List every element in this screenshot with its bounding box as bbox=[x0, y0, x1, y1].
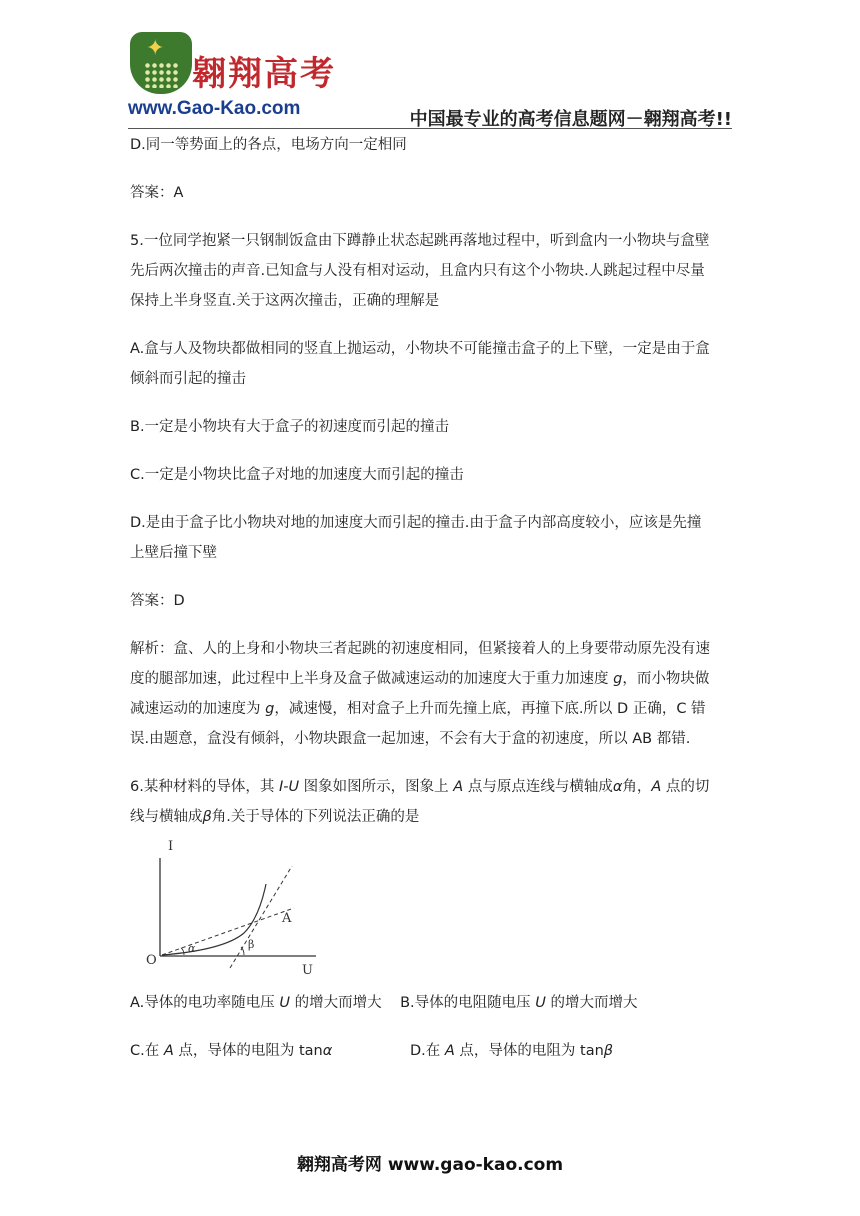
q6-stem-line2b: 角.关于导体的下列说法正确的是 bbox=[211, 809, 420, 825]
q6-stem-a2: A bbox=[651, 779, 662, 795]
q6-option-b-text: 的增大而增大 bbox=[545, 995, 638, 1011]
q6-option-a-text: 的增大而增大 bbox=[290, 995, 382, 1011]
q5-option-d-line1: D.是由于盒子比小物块对地的加速度大而引起的撞击.由于盒子内部高度较小，应该是先撞 bbox=[130, 515, 702, 531]
q6-option-a bbox=[130, 995, 382, 1011]
q5-analysis-line4: 误.由题意，盒没有倾斜，小物块跟盒一起加速，不会有大于盒的初速度，所以 AB 都错. bbox=[130, 731, 691, 747]
q5-option-b: B.一定是小物块有大于盒子的初速度而引起的撞击 bbox=[130, 419, 450, 435]
document-body bbox=[130, 130, 730, 1084]
alpha-label: α bbox=[188, 942, 196, 955]
page-footer: 翱翔高考网 www.gao-kao.com bbox=[296, 1155, 564, 1175]
axis-i-label: I bbox=[168, 839, 174, 854]
q6-option-d-text: 点，导体的电阻为 tan bbox=[454, 1043, 604, 1059]
header-divider bbox=[128, 128, 732, 129]
q6-option-c-text: C.在 bbox=[130, 1043, 164, 1059]
q6-option-d-a: A bbox=[444, 1043, 455, 1059]
bird-icon: ✦ bbox=[146, 36, 165, 61]
q6-option-b bbox=[400, 995, 637, 1011]
q6-option-a-text: A.导体的电功率随电压 bbox=[130, 995, 280, 1011]
q5-option-d bbox=[130, 508, 730, 568]
page-header bbox=[128, 32, 732, 128]
q5-analysis-g1: g bbox=[613, 671, 623, 687]
q4-option-d: D.同一等势面上的各点，电场方向一定相同 bbox=[130, 137, 407, 153]
q5-analysis-line2a: 度的腿部加速，此过程中上半身及盒子做减速运动的加速度大于重力加速度 bbox=[130, 671, 614, 687]
logo-brand: 翱翔高考 bbox=[192, 54, 336, 94]
q5-stem-line3: 保持上半身竖直.关于这两次撞击，正确的理解是 bbox=[130, 293, 440, 309]
q6-stem-part: 6.某种材料的导体，其 bbox=[130, 779, 279, 795]
q5-analysis-line1: 解析：盒、人的上身和小物块三者起跳的初速度相同，但紧接着人的上身要带动原先没有速 bbox=[130, 641, 710, 657]
q5-option-a bbox=[130, 334, 730, 394]
beta-label: β bbox=[248, 938, 255, 951]
origin-label: O bbox=[146, 953, 157, 968]
q5-answer: 答案：D bbox=[130, 593, 185, 609]
q5-analysis bbox=[130, 634, 730, 754]
q6-stem-part: 角， bbox=[622, 779, 652, 795]
q5-analysis-line2b: ，而小物块做 bbox=[622, 671, 710, 687]
q6-options-ab bbox=[130, 988, 730, 1018]
q6-stem-iu: I-U bbox=[278, 779, 300, 795]
q6-option-a-u: U bbox=[279, 995, 291, 1011]
q6-stem-beta: β bbox=[202, 809, 212, 825]
q6-option-d-beta: β bbox=[603, 1043, 614, 1059]
q5-stem-line2: 先后两次撞击的声音.已知盒与人没有相对运动，且盒内只有这个小物块.人跳起过程中尽量 bbox=[130, 263, 705, 279]
q5-option-d-line2: 上壁后撞下壁 bbox=[130, 545, 217, 561]
q6-option-c-text: 点，导体的电阻为 tan bbox=[173, 1043, 323, 1059]
q6-stem bbox=[130, 772, 730, 832]
header-slogan: 中国最专业的高考信息题网－翱翔高考!! bbox=[409, 109, 732, 130]
shield-logo-icon bbox=[130, 32, 192, 94]
q6-option-d-text: D.在 bbox=[410, 1043, 445, 1059]
alpha-arc bbox=[181, 948, 184, 955]
q5-option-a-line1: A.盒与人及物块都做相同的竖直上抛运动，小物块不可能撞击盒子的上下壁，一定是由于盒 bbox=[130, 341, 710, 357]
q6-option-c-alpha: α bbox=[322, 1043, 333, 1059]
grid-pattern bbox=[144, 62, 178, 88]
q6-stem-part: 点的切 bbox=[661, 779, 710, 795]
q5-stem-line1: 5.一位同学抱紧一只钢制饭盒由下蹲静止状态起跳再落地过程中，听到盒内一小物块与盒壁 bbox=[130, 233, 710, 249]
logo-url: www.Gao-Kao.com bbox=[128, 98, 301, 119]
q6-stem-line2a: 线与横轴成 bbox=[130, 809, 203, 825]
q5-stem bbox=[130, 226, 730, 316]
beta-arc bbox=[241, 947, 244, 955]
q6-stem-part: 图象如图所示，图象上 bbox=[299, 779, 454, 795]
q6-option-b-text: B.导体的电阻随电压 bbox=[400, 995, 536, 1011]
q6-stem-alpha: α bbox=[612, 779, 623, 795]
q5-analysis-g2: g bbox=[265, 701, 275, 717]
q5-option-c: C.一定是小物块比盒子对地的加速度大而引起的撞击 bbox=[130, 467, 464, 483]
q6-stem-a1: A bbox=[453, 779, 464, 795]
q6-option-c bbox=[130, 1036, 410, 1066]
q6-stem-part: 点与原点连线与横轴成 bbox=[463, 779, 613, 795]
iu-graph-figure bbox=[134, 838, 324, 978]
axis-u-label: U bbox=[302, 963, 313, 978]
secant-line bbox=[162, 908, 294, 955]
q5-option-a-line2: 倾斜而引起的撞击 bbox=[130, 371, 246, 387]
point-a-label: A bbox=[282, 911, 292, 926]
q6-option-d bbox=[410, 1043, 613, 1059]
iu-graph-svg bbox=[134, 838, 324, 978]
q5-analysis-line3b: ，减速慢，相对盒子上升而先撞上底，再撞下底.所以 D 正确，C 错 bbox=[274, 701, 706, 717]
q6-options-cd bbox=[130, 1036, 730, 1066]
q4-answer: 答案：A bbox=[130, 185, 184, 201]
q5-analysis-line3a: 减速运动的加速度为 bbox=[130, 701, 266, 717]
q6-option-b-u: U bbox=[535, 995, 546, 1011]
q6-option-c-a: A bbox=[163, 1043, 174, 1059]
